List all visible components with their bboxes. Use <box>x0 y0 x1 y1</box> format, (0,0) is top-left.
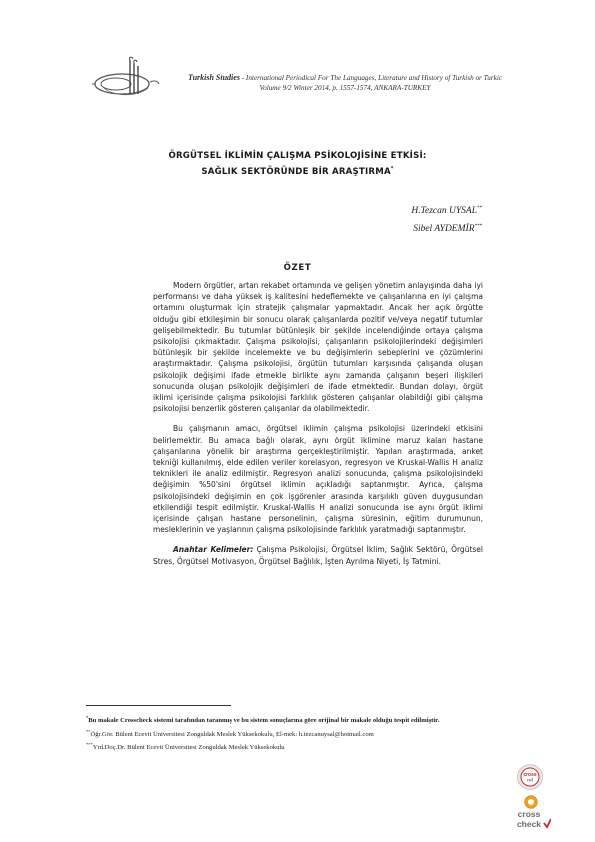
footnote-2-mark: ** <box>86 728 91 734</box>
crosscheck-badge-bottom-text: check <box>516 819 542 829</box>
footnote-1 <box>86 713 526 727</box>
journal-subtitle: - International Periodical For The Languages, Literature and History of Turkish or Turkic <box>239 74 503 82</box>
crossref-badge-top-text: cross <box>523 772 537 778</box>
title-line-2 <box>60 163 535 179</box>
author-2-name: Sibel AYDEMİR <box>413 224 475 235</box>
keywords-text: Çalışma Psikolojisi, Örgütsel İklim, Sağlık Sektörü, Örgütsel Stres, Örgütsel Motivasyon, Örgütsel Bağlılık, İşten Ayrılma Niyeti, İş Tatmini. <box>153 545 483 566</box>
author-2-mark: *** <box>474 224 482 229</box>
crosscheck-badge-top-text: cross <box>517 809 541 819</box>
author-1-mark: ** <box>477 206 482 211</box>
footnote-2-text: Öğr.Gör. Bülent Ecevit Üniversitesi Zonguldak Meslek Yüksekokulu, El-mek: h.tezcanuysal@hotmail.com <box>90 730 374 738</box>
title-line-1: ÖRGÜTSEL İKLİMİN ÇALIŞMA PSİKOLOJİSİNE ETKİSİ: <box>168 151 427 161</box>
keywords-label: Anahtar Kelimeler: <box>173 545 254 555</box>
journal-name: Turkish Studies <box>187 73 240 82</box>
footnote-rule <box>86 705 231 706</box>
abstract-heading: ÖZET <box>283 263 312 273</box>
journal-issue-line: Volume 9/2 Winter 2014, p. 1557-1574, ANKARA-TURKEY <box>259 84 431 92</box>
author-1-name: H.Tezcan UYSAL <box>411 206 477 217</box>
abstract-paragraph-1: Modern örgütler, artan rekabet ortamında ve gelişen yönetim anlayışında daha iyi performansı ve daha yüksek iş kalitesini hedeflemekte ve çalışanlarına en iyi çalışma ortamını oluşturmak için stratejik çalışmalar yapmaktadır. Ancak her açık örgütte olduğu gibi etkileşimin bir sonucu olarak çalışanlarda pozitif ve/veya negatif tutumlar gelişebilmektedir. Bu tutumlar bütünleşik bir şekilde incelendiğinde ortaya çalışma psikolojisi çıkmaktadır. Çalışma psikolojisi, çalışanların psikolojilerindeki değişimleri bütünleşik bir şekilde incelemekte ve bu değişimlerin sebeplerini ve çözümlerini araştırmaktadır. Çalışma psikolojisi, örgütün tutumları karşısında çalışanda oluşan psikolojik değişimi ifade etmekle birlikte aynı zamanda çalışanın beşeri ilişkileri sonucunda oluşan psikolojik değişimleri de ifade etmektedir. Bundan dolayı, örgüt iklimi içerisinde çalışma psikolojisi farklılık gösteren çalışanlar olabildiği gibi çalışma psikolojisi benzerlik gösteren çalışanlar da olabilmektedir. <box>153 281 483 414</box>
title-footnote-mark: * <box>390 166 394 172</box>
footnote-3 <box>86 740 526 754</box>
keywords-paragraph <box>153 544 483 566</box>
doi-badge-icon <box>524 795 538 809</box>
footnote-3-mark: *** <box>86 742 93 748</box>
footnote-3-text: Yrd.Doç.Dr. Bülent Ecevit Üniversitesi Zonguldak Meslek Yüksekokulu <box>92 744 285 752</box>
footnote-1-mark: * <box>86 715 89 720</box>
author-1 <box>411 206 482 216</box>
crosscheck-badge-icon <box>511 808 551 832</box>
crossref-badge-bottom-text: ref <box>527 777 533 783</box>
abstract-paragraph-2: Bu çalışmanın amacı, örgütsel iklimin çalışma psikolojisi üzerindeki etkisini belirlemektir. Bu amaca bağlı olarak, aynı örgüt iklimine maruz kalan hastane çalışanlarına yönelik bir araştırma gerçekleştirilmiştir. Yapılan araştırmada, anket tekniği kullanılmış, elde edilen veriler korelasyon, regresyon ve Kruskal-Wallis H analiz teknikleri ile analiz edilmiştir. Regresyon analizi sonucunda, çalışma psikolojisindeki değişimin %50'sini örgütsel iklimin açıkladığı saptanmıştır. Ayrıca, çalışma psikolojisindeki değişimin en çok işgörenler arasında karşılıklı güven duygusundan etkilendiği tespit edilmiştir. Kruskal-Wallis H analizi sonucunda ise aynı örgüt iklimi içerisinde çalışan hastane personelinin, çalışma süresinin, eğitim durumunun, mesleklerinin ve yaşlarının çalışma psikolojisinde farklılık yaratmadığı saptanmıştır. <box>153 424 483 535</box>
title-line-2-text: SAĞLIK SEKTÖRÜNDE BİR ARAŞTIRMA <box>201 166 391 177</box>
journal-logo-icon <box>92 54 160 102</box>
footnote-1-text: Bu makale Crosscheck sistemi tarafından taranmış ve bu sistem sonuçlarına göre orijinal bir makale olduğu tespit edilmiştir. <box>88 717 440 725</box>
crossref-badge-icon <box>517 764 543 790</box>
author-2 <box>413 224 482 234</box>
journal-header-line1 <box>160 73 530 83</box>
abstract-body <box>153 280 483 567</box>
journal-header <box>160 73 530 93</box>
footnote-2 <box>86 727 526 741</box>
article-title <box>60 150 535 179</box>
footnotes <box>86 713 526 754</box>
